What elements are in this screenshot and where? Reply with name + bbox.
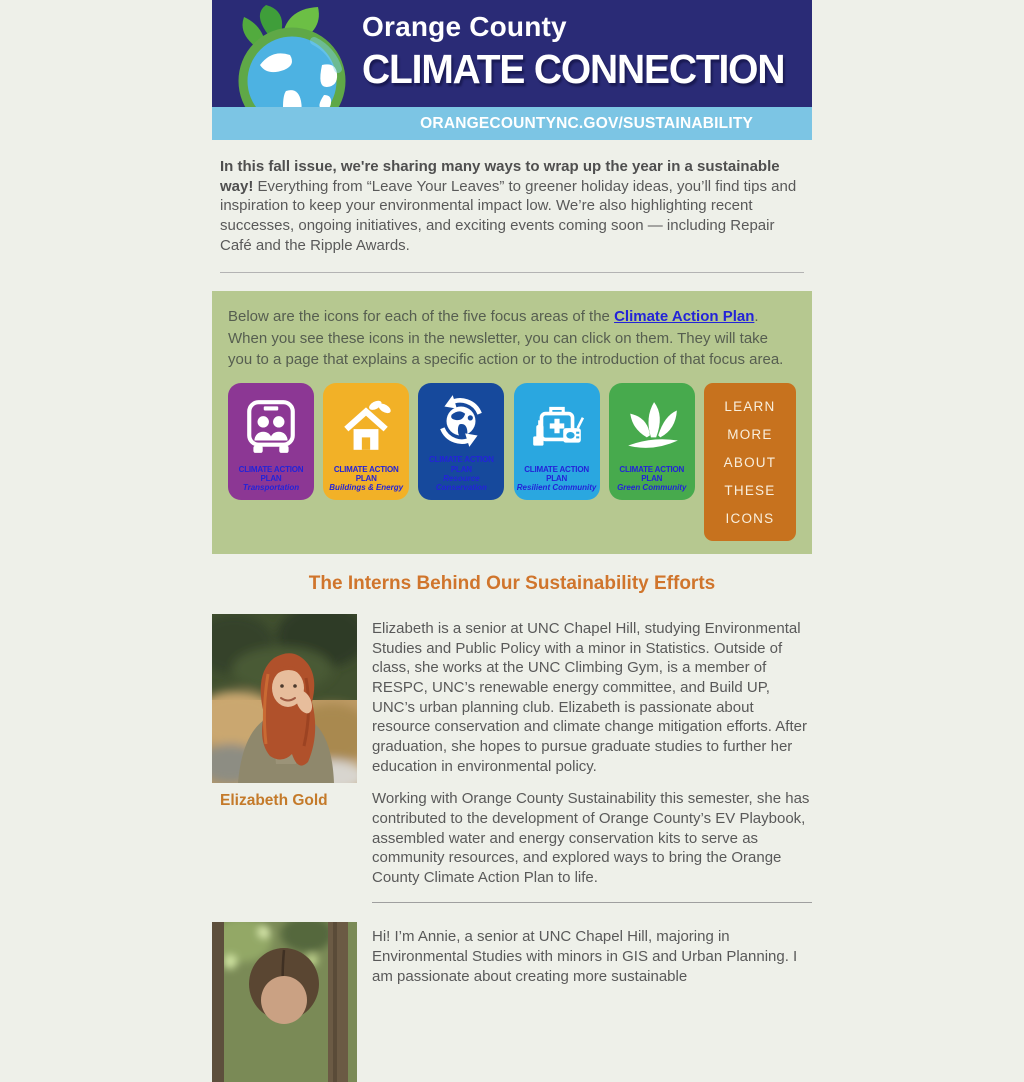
- tile-caption-subtitle: Resilient Community: [516, 482, 597, 492]
- learn-btn-line: LEARN: [724, 398, 776, 414]
- cap-tile-resource-conservation[interactable]: [418, 383, 504, 500]
- tile-caption: [514, 465, 600, 501]
- masthead-org-name: Orange County: [362, 11, 567, 42]
- intern-name: Elizabeth Gold: [220, 792, 328, 810]
- intern-bio-text: [372, 922, 812, 1082]
- focus-areas-box: [212, 291, 812, 554]
- intern-profile-annie: [212, 922, 812, 1082]
- tile-caption-title: CLIMATE ACTION PLAN: [333, 464, 399, 483]
- cap-tile-resilient-community[interactable]: [514, 383, 600, 500]
- focus-areas-paragraph: [228, 306, 796, 370]
- profile-photo-column: [212, 614, 357, 903]
- learn-btn-line: MORE: [727, 426, 773, 442]
- focus-text-after-link: . When you see these icons in the newsletter, you can click on them. They will take you to a page that explains a specific action or to the introduction of that focus area.: [228, 308, 784, 368]
- sustainability-url-link[interactable]: ORANGECOUNTYNC.GOV/SUSTAINABILITY: [420, 114, 754, 132]
- intro-section: [212, 140, 812, 255]
- intern-bio-paragraph: Elizabeth is a senior at UNC Chapel Hill, studying Environmental Studies and Public Policy with a minor in Statistics. Outside of class, she works at the UNC Climbing Gym, is a member of RESPC, UNC’s renewable energy committee, and Build UP, UNC’s urban planning club. Elizabeth is passionate about resource conservation and climate change mitigation efforts. After graduation, she hopes to pursue graduate studies to further her education in environmental policy.: [372, 620, 807, 775]
- learn-more-icons-button[interactable]: [704, 383, 796, 541]
- masthead-title: CLIMATE CONNECTION: [362, 46, 785, 92]
- intern-bio-paragraph: Working with Orange County Sustainability this semester, she has contributed to the development of Orange County’s EV Playbook, assembled water and energy conservation kits to serve as community resources, and explored ways to bring the Orange County Climate Action Plan to life.: [372, 790, 810, 886]
- house-leaf-icon: [323, 383, 409, 464]
- tile-caption: [609, 465, 695, 501]
- emergency-kit-icon: [514, 383, 600, 464]
- bus-icon: [228, 383, 314, 464]
- newsletter-header: [212, 0, 812, 140]
- tile-caption-subtitle: Green Community: [617, 482, 687, 492]
- profile-photo-column: [212, 922, 357, 1082]
- intern-bio-text: [372, 614, 812, 903]
- tile-caption-title: CLIMATE ACTION PLAN: [429, 455, 494, 474]
- focus-text-before-link: Below are the icons for each of the five focus areas of the: [228, 308, 615, 326]
- intro-bold-text: In this fall issue, we're sharing many ways to wrap up the year in a sustainable way!: [220, 158, 780, 195]
- masthead: [362, 11, 807, 93]
- newsletter-body: [212, 0, 812, 1082]
- leaves-icon: [609, 383, 695, 464]
- tile-caption-title: CLIMATE ACTION PLAN: [238, 464, 304, 483]
- tile-caption: [228, 465, 314, 501]
- tile-caption: [323, 465, 409, 501]
- cap-tile-green-community[interactable]: [609, 383, 695, 500]
- tile-caption-title: CLIMATE ACTION PLAN: [619, 464, 685, 483]
- tile-caption: [418, 455, 504, 500]
- learn-btn-line: ABOUT: [723, 454, 777, 470]
- header-url-bar: [212, 107, 812, 140]
- profile-photo: [212, 614, 357, 783]
- cap-tile-buildings-energy[interactable]: [323, 383, 409, 500]
- globe-recycle-icon: [418, 383, 504, 455]
- learn-btn-line: THESE: [724, 482, 776, 498]
- tile-caption-subtitle: Resource Conservation: [435, 473, 487, 492]
- tile-caption-subtitle: Buildings & Energy: [329, 482, 404, 492]
- climate-action-plan-link[interactable]: Climate Action Plan: [614, 308, 755, 326]
- tile-caption-title: CLIMATE ACTION PLAN: [524, 464, 589, 483]
- intro-paragraph: [220, 157, 806, 255]
- profile-divider: [372, 902, 812, 903]
- interns-section-heading: The Interns Behind Our Sustainability Efforts: [308, 573, 716, 595]
- profile-photo: [212, 922, 357, 1082]
- learn-btn-line: ICONS: [725, 510, 775, 526]
- intro-rest-text: Everything from “Leave Your Leaves” to greener holiday ideas, you’ll find tips and inspiration to keep your environmental impact low. We’re also highlighting recent successes, ongoing initiatives, and exciting events coming soon — including Repair Café and the Ripple Awards.: [220, 177, 797, 254]
- focus-icons-row: [228, 383, 796, 541]
- intern-profile-elizabeth: [212, 614, 812, 903]
- tile-caption-subtitle: Transportation: [242, 482, 300, 492]
- section-divider: [220, 272, 804, 273]
- cap-tile-transportation[interactable]: [228, 383, 314, 500]
- intern-bio-paragraph: Hi! I’m Annie, a senior at UNC Chapel Hill, majoring in Environmental Studies with minors in GIS and Urban Planning. I am passionate about creating more sustainable: [372, 928, 798, 985]
